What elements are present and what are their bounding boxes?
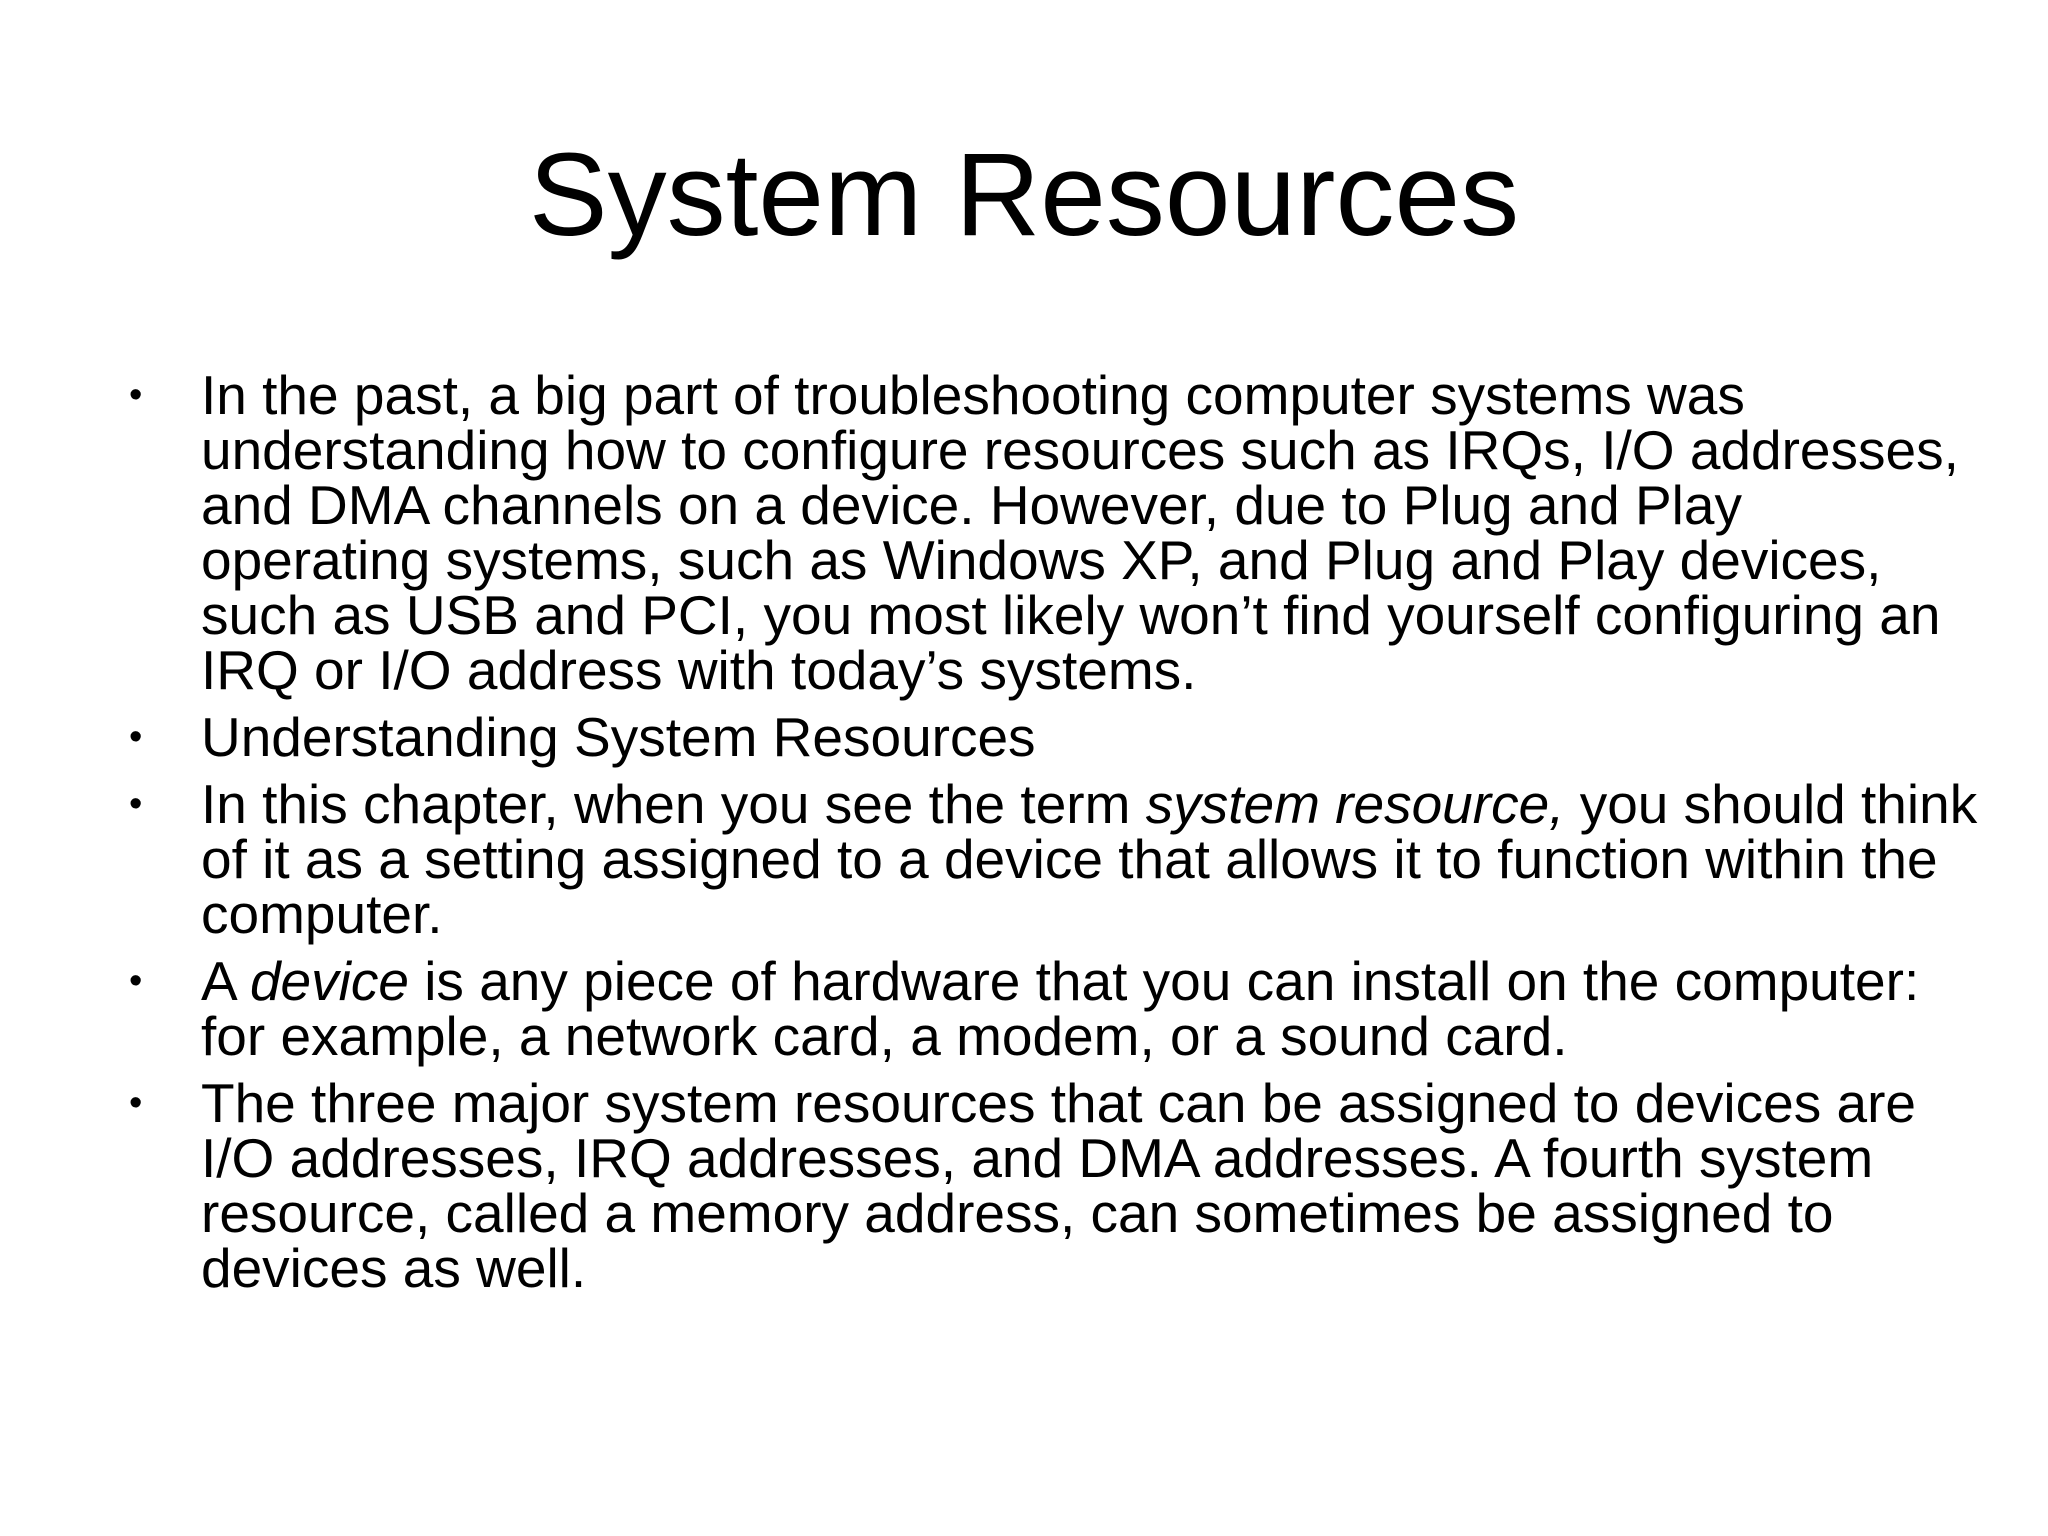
bullet-item: [120, 1072, 1980, 1299]
bullet-text-run: Understanding System Resources: [201, 706, 1036, 768]
bullet-text: [201, 706, 1980, 768]
bullet-marker: •: [129, 1082, 143, 1124]
bullet-text: [201, 950, 1980, 1067]
bullet-text-run: is any piece of hardware that you can install on the computer: for example, a network card, a modem, or a sound card.: [201, 950, 1920, 1067]
bullet-text: [201, 773, 1980, 945]
bullet-item: [120, 706, 1980, 768]
bullet-text-run: A: [201, 950, 250, 1012]
bullet-text-emphasis: device: [249, 950, 409, 1012]
bullet-marker: •: [129, 960, 143, 1002]
bullet-text-emphasis: system resource,: [1145, 773, 1565, 835]
bullet-text-run: you should think of it as a setting assigned to a device that allows it to function within the computer.: [201, 773, 1978, 945]
bullet-text-run: The three major system resources that can be assigned to devices are I/O addresses, IRQ addresses, and DMA addresses. A fourth system resource, called a memory address, can sometimes be assigned to devices as well.: [201, 1072, 1917, 1299]
bullet-text-run: In the past, a big part of troubleshooting computer systems was understanding how to configure resources such as IRQs, I/O addresses, and DMA channels on a device. However, due to Plug and Play operating systems, such as Windows XP, and Plug and Play devices, such as USB and PCI, you most likely won’t find yourself configuring an IRQ or I/O address with today’s systems.: [201, 364, 1959, 701]
bullet-marker: •: [129, 783, 143, 825]
bullet-item: [120, 950, 1980, 1067]
bullet-item: [120, 364, 1980, 701]
bullet-marker: •: [129, 716, 143, 758]
bullet-text-run: In this chapter, when you see the term: [201, 773, 1146, 835]
bullet-text: [201, 1072, 1980, 1299]
bullet-item: [120, 773, 1980, 945]
bullet-text: [201, 364, 1980, 701]
bullet-marker: •: [129, 374, 143, 416]
slide-title: System Resources: [528, 129, 1520, 261]
bullet-list: [120, 364, 1980, 1308]
